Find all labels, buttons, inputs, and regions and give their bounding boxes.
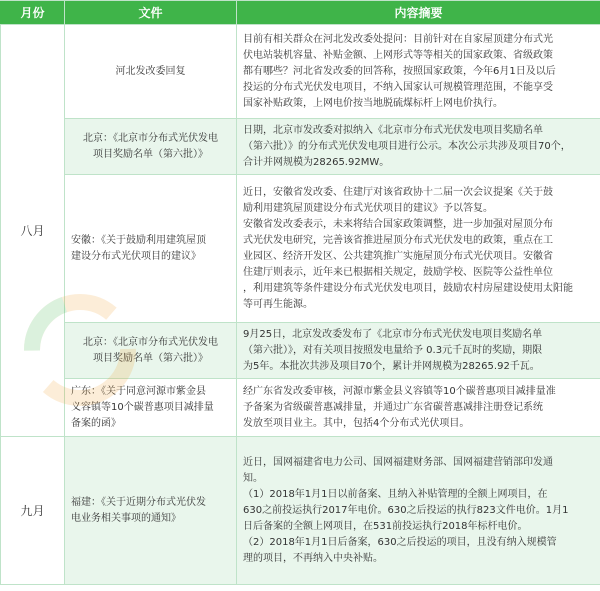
summary-line: 为5年。本批次共涉及项目70个，累计并网规模为28265.92千瓦。 [243,360,540,372]
summary-line: 近日，安徽省发改委、住建厅对该省政协十二届一次会议提案《关于鼓 [243,186,553,198]
summary-cell [237,175,600,323]
summary-line: 知。 [243,472,263,484]
summary-line: 投运的分布式光伏发电项目，不纳入国家认可规模管理范围，不能享受 [243,81,553,93]
document-cell [65,119,237,175]
summary-line: 理的项目，不再纳入中央补贴。 [243,552,383,564]
summary-line: （第六批）》的分布式光伏发电项目进行公示。本次公示共涉及项目70个， [243,140,571,152]
table-row [1,379,600,437]
summary-line: 发放至项目业主。其中，包括4个分布式光伏项目。 [243,417,470,429]
document-line: 广东：《关于同意河源市紫金县 [71,385,206,397]
document-line: 项目奖励名单（第六批）》 [93,148,208,160]
table-row [1,175,600,323]
summary-line: 予备案为省级碳普惠减排量，并通过广东省碳普惠减排注册登记系统 [243,401,543,413]
summary-line: 业园区、经济开发区、公共建筑推广实施屋顶分布式光伏项目。安徽省 [243,250,553,262]
summary-line: （1）2018年1月1日以前备案、且纳入补贴管理的全额上网项目，在 [243,488,548,500]
summary-line: 安徽省发改委表示，未来将结合国家政策调整，进一步加强对屋顶分布 [243,218,553,230]
document-cell [65,25,237,119]
summary-cell [237,437,600,585]
table-header-row [1,1,600,25]
document-line: 北京：《北京市分布式光伏发电 [83,336,218,348]
summary-line: 630之前投运执行2017年电价。630之后投运的执行823文件电价。1月1 [243,504,569,516]
header-summary: 内容摘要 [237,1,600,25]
summary-line: 近日，国网福建省电力公司、国网福建财务部、国网福建营销部印发通 [243,456,553,468]
document-line: 安徽：《关于鼓励利用建筑屋顶 [71,234,206,246]
header-month: 月份 [1,1,65,25]
document-line: 福建：《关于近期分布式光伏发 [71,496,206,508]
summary-line: 伏电站装机容量、补贴金额、上网形式等等相关的国家政策、省级政策 [243,49,553,61]
summary-line: 都有哪些？河北省发改委的回答称，按照国家政策，今年6月1日及以后 [243,65,556,77]
document-cell [65,437,237,585]
document-line: 电业务相关事项的通知》 [71,512,181,524]
summary-line: 经广东省发改委审核，河源市紫金县义容镇等10个碳普惠项目减排量准 [243,385,556,397]
document-line: 建设分布式光伏项目的建议》 [71,250,201,262]
header-document: 文件 [65,1,237,25]
summary-cell [237,119,600,175]
summary-line: 日后备案的全额上网项目，在531前投运执行2018年标杆电价。 [243,520,528,532]
table-row [1,119,600,175]
document-line: 项目奖励名单（第六批）》 [93,352,208,364]
month-august: 八月 [1,25,65,437]
summary-line: 住建厅则表示，近年来已根据相关规定，鼓励学校、医院等公益性单位 [243,266,553,278]
summary-line: 式光伏发电研究，完善该省推进屋顶分布式光伏发电的政策，重点在工 [243,234,553,246]
month-september: 九月 [1,437,65,585]
summary-line: 日期，北京市发改委对拟纳入《北京市分布式光伏发电项目奖励名单 [243,124,543,136]
document-cell [65,175,237,323]
table-row [1,323,600,379]
table-row [1,25,600,119]
document-line: 备案的函》 [71,417,121,429]
summary-line: 合计并网规模为28265.92MW。 [243,156,390,168]
summary-line: （第六批）》，对有关项目按照发电量给予 0.3元千瓦时的奖励，期限 [243,344,543,356]
table-row [1,437,600,585]
summary-cell [237,379,600,437]
summary-line: 目前有相关群众在河北发改委处提问：目前针对在自家屋顶建分布式光 [243,33,553,45]
document-line: 河北发改委回复 [115,65,186,77]
summary-line: 9月25日，北京发改委发布了《北京市分布式光伏发电项目奖励名单 [243,328,543,340]
summary-cell [237,323,600,379]
document-cell [65,379,237,437]
summary-line: 国家补贴政策，上网电价按当地脱硫煤标杆上网电价执行。 [243,97,503,109]
document-line: 北京：《北京市分布式光伏发电 [83,132,218,144]
summary-cell [237,25,600,119]
document-line: 义容镇等10个碳普惠项目减排量 [71,401,214,413]
summary-line: 励利用建筑屋顶建设分布式光伏项目的建议》予以答复。 [243,202,493,214]
summary-line: ，利用建筑等条件建设分布式光伏发电项目，鼓励农村房屋建设使用太阳能 [243,282,573,294]
summary-line: （2）2018年1月1日后备案，630之后投运的项目，且没有纳入规模管 [243,536,557,548]
document-cell [65,323,237,379]
summary-line: 等可再生能源。 [243,298,313,310]
